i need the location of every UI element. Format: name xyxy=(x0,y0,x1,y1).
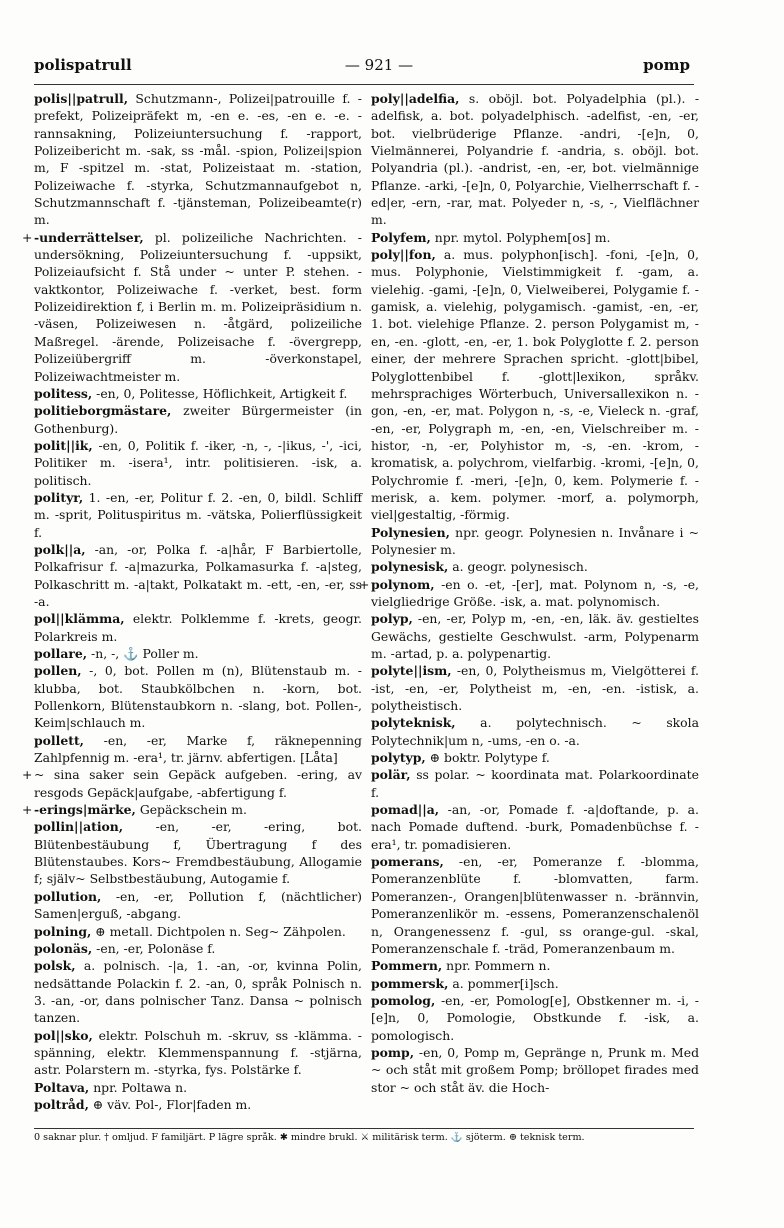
page-number: — 921 — xyxy=(344,56,414,74)
entry-definition: ⊕ boktr. Polytype f. xyxy=(425,750,550,766)
dictionary-entry xyxy=(371,90,699,229)
entry-definition: -en, 0, Pomp m, Gepränge n, Prunk m. Med ~ och ståt mit großem Pomp; bröllopet firades med stor ~ och ståt äv. die Hoch- xyxy=(371,1044,699,1095)
entry-definition: -en, -er, Marke f, räknepenning Zahlpfennig m. -era¹, tr. järnv. abfertigen. [Låta] xyxy=(34,732,362,766)
entry-headword: poly||adelfia, xyxy=(371,91,460,106)
dictionary-entry xyxy=(34,90,362,229)
entry-definition: elektr. Polklemme f. -krets, geogr. Polarkreis m. xyxy=(34,611,362,644)
entry-definition: -en, -er, Pomolog[e], Obstkenner m. -i, -[e]n, 0, Pomologie, Obstkunde f. -isk, a. pomologisch. xyxy=(371,992,699,1043)
entry-definition: -en, -er, Pomeranze f. -blomma, Pomeranzenblüte f. -blomvatten, farm. Pomeranzen-, Orangen|blütenwasser n. -brännvin, Pomeranzenlikör m. -essens, Pomeranzenschalenöl n, Orangenessenz f. -gul, ss orange-gul. -skal, Pomeranzenschale f. -träd, Pomeranzenbaum m. xyxy=(371,854,699,956)
entry-headword: polytyp, xyxy=(371,750,426,766)
entry-headword: polonäs, xyxy=(34,940,93,956)
entry-headword: politess, xyxy=(34,385,93,401)
entry-definition: -n, -, ⚓ Poller m. xyxy=(87,646,199,661)
entry-headword: politieborgmästare, xyxy=(34,403,172,419)
entry-definition: -en, -er, Polyp m, -en, -en, läk. äv. gestieltes Gewächs, gestielte Geschwulst. -arm, Polypenarm m. -artad, p. a. polypenartig. xyxy=(371,611,699,661)
entry-definition: -en, -er, Pollution f, (nächtlicher) Samen|erguß, -abgang. xyxy=(34,888,362,922)
entry-definition: Gepäckschein m. xyxy=(135,802,247,818)
entry-marker: + xyxy=(22,767,33,783)
entry-definition: -en, -er, Polonäse f. xyxy=(92,940,216,956)
entry-definition: npr. mytol. Polyphem[os] m. xyxy=(430,229,611,245)
dictionary-entry xyxy=(34,923,362,940)
entry-headword: pollen, xyxy=(34,663,82,679)
entry-headword: pollution, xyxy=(34,888,102,904)
entry-headword: pomerans, xyxy=(371,854,444,870)
entry-definition: -an, -or, Polka f. -a|hår, F Barbiertolle, Polkafrisur f. -a|mazurka, Polkamasurka f. -a|steg, Polkaschritt m. -a|takt, Polkatakt m. -ett, -en, -er, ss -a. xyxy=(34,541,362,609)
entry-definition: a. geogr. polynesisch. xyxy=(448,559,588,575)
dictionary-entry xyxy=(371,975,699,992)
entry-headword: polning, xyxy=(34,923,92,939)
dictionary-entry xyxy=(371,766,699,801)
entry-headword: pommersk, xyxy=(371,975,449,991)
entry-headword: pollare, xyxy=(34,646,88,661)
entry-headword: Pommern, xyxy=(371,958,443,974)
entry-headword: poly||fon, xyxy=(371,247,436,263)
entry-headword: pomolog, xyxy=(371,992,436,1008)
entry-headword: polk||a, xyxy=(34,541,86,557)
dictionary-entry xyxy=(34,541,362,610)
dictionary-entry xyxy=(371,749,699,766)
dictionary-entry xyxy=(34,489,362,541)
entry-definition: -en, 0, Polytheismus m, Vielgötterei f. -ist, -en, -er, Polytheist m, -en, -en. -istisk, a. polytheistisch. xyxy=(371,663,699,714)
dictionary-entry xyxy=(371,246,699,524)
dictionary-entry xyxy=(34,402,362,437)
entry-definition: 1. -en, -er, Politur f. 2. -en, 0, bildl. Schliff m. -sprit, Polituspiritus m. -vätska, Polierflüssigkeit f. xyxy=(34,489,362,540)
dictionary-entry xyxy=(34,610,362,645)
dictionary-entry xyxy=(34,662,362,731)
entry-headword: polyte||ism, xyxy=(371,663,452,679)
dictionary-entry xyxy=(371,524,699,559)
entry-definition: pl. polizeiliche Nachrichten. -undersökning, Polizeiuntersuchung f. -uppsikt, Polizeiaufsicht f. Stå under ~ unter P. stehen. -vaktkontor, Polizeiwache f. -verket, best. form Polizeidirektion f, i Berlin m. m. Polizeipräsidium n. -väsen, Polizeiwesen n. -åtgärd, polizeiliche Maßregel. -ärende, Polizeisache f. -övergrepp, Polizeiübergriff m. -överkonstapel, Polizeiwachtmeister m. xyxy=(34,229,362,384)
dictionary-entry xyxy=(34,940,362,957)
dictionary-entry xyxy=(359,576,699,611)
entry-headword: pollett, xyxy=(34,732,84,748)
entry-headword: polynom, xyxy=(371,576,435,592)
entry-definition: a. polnisch. -|a, 1. -an, -or, kvinna Polin, nedsättande Polackin f. 2. -an, 0, språk Polnisch n. 3. -an, -or, dans polnischer Tanz. Dansa ~ polnisch tanzen. xyxy=(34,958,362,1026)
dictionary-entry xyxy=(22,766,362,801)
entry-definition: a. pommer[i]sch. xyxy=(448,975,559,991)
entry-headword: Polyfem, xyxy=(371,229,431,245)
entry-definition: ⊕ metall. Dichtpolen n. Seg~ Zähpolen. xyxy=(91,923,346,939)
left-column xyxy=(22,90,362,1113)
entry-headword: pomp, xyxy=(371,1044,415,1060)
dictionary-entry xyxy=(371,992,699,1044)
entry-headword: polyp, xyxy=(371,611,413,627)
dictionary-entry xyxy=(34,957,362,1026)
entry-definition: -, 0, bot. Pollen m (n), Blütenstaub m. -klubba, bot. Staubkölbchen n. -korn, bot. Pollenkorn, Blütenstaubkorn n. -slang, bot. Pollen-, Keim|schlauch m. xyxy=(34,663,362,731)
entry-marker: + xyxy=(22,229,33,245)
entry-headword: -erings|märke, xyxy=(34,802,136,818)
dictionary-entry xyxy=(34,1027,362,1079)
entry-headword: pol||klämma, xyxy=(34,611,125,627)
entry-definition: zweiter Bürgermeister (in Gothenburg). xyxy=(34,403,362,436)
entry-definition: npr. geogr. Polynesien n. Invånare i ~ Polynesier m. xyxy=(371,524,699,557)
dictionary-entry xyxy=(371,714,699,749)
entry-headword: polyteknisk, xyxy=(371,715,456,731)
entry-headword: pol||sko, xyxy=(34,1027,93,1043)
header-last-word: pomp xyxy=(643,56,690,74)
dictionary-entry xyxy=(371,610,699,662)
entry-definition: ~ sina saker sein Gepäck aufgeben. -ering, av resgods Gepäck|aufgabe, -abfertigung f. xyxy=(34,767,362,800)
entry-marker: + xyxy=(22,802,33,818)
entry-definition: ⊕ väv. Pol-, Flor|faden m. xyxy=(88,1096,252,1112)
entry-headword: polär, xyxy=(371,767,411,783)
dictionary-entry xyxy=(371,1044,699,1096)
entry-definition: npr. Poltawa n. xyxy=(89,1079,188,1095)
dictionary-entry xyxy=(371,801,699,853)
dictionary-entry xyxy=(371,957,699,974)
dictionary-entry xyxy=(371,662,699,714)
header-first-word: polispatrull xyxy=(34,56,132,74)
dictionary-entry xyxy=(371,853,699,957)
entry-headword: polis||patrull, xyxy=(34,91,129,106)
dictionary-entry xyxy=(34,385,362,402)
entry-definition: a. mus. polyphon[isch]. -foni, -[e]n, 0, mus. Polyphonie, Vielstimmigkeit f. -gam, a. vielehig. -gami, -[e]n, 0, Vielweiberei, Polygamie f. -gamisk, a. vielehig, polygamisch. -gamist, -en, -er, 1. bot. vielehige Pflanze. 2. person Polygamist m, -en, -en. -glott, -en, -er, 1. bok Polyglotte f. 2. person einer, der mehrere Sprachen spricht. -glott|bibel, Polyglottenbibel f. -glott|lexikon, språkv. mehrsprachiges Wörterbuch, Universallexikon n. -gon, -en, -er, mat. Polygon n, -s, -e, Vieleck n. -graf, -en, -er, Polygraph m, -en, -en, Vielschreiber m. -histor, -n, -er, Polyhistor m, -s, -en. -krom, -kromatisk, a. polychrom, vielfarbig. -kromi, -[e]n, 0, Polychromie f. -meri, -[e]n, 0, kem. Polymerie f. -merisk, a. kem. polymer. -morf, a. polymorph, viel|gestaltig, -förmig. xyxy=(371,247,699,523)
entry-definition: -an, -or, Pomade f. -a|doftande, p. a. nach Pomade duftend. -burk, Pomadenbüchse f. -era¹, tr. pomadisieren. xyxy=(371,802,699,852)
dictionary-entry xyxy=(34,732,362,767)
entry-headword: polynesisk, xyxy=(371,559,449,575)
header-rule xyxy=(34,84,694,85)
abbreviation-legend: 0 saknar plur. † omljud. F familjärt. P lägre språk. ✱ mindre brukl. ⚔ militärisk term. ⚓ sjöterm. ⊕ teknisk term. xyxy=(34,1132,585,1143)
footer-rule xyxy=(34,1128,694,1129)
entry-definition: -en o. -et, -[er], mat. Polynom n, -s, -e, vielgliedrige Größe. -isk, a. mat. polynomisch. xyxy=(371,576,699,609)
entry-definition: Schutzmann-, Polizei|patrouille f. -prefekt, Polizeipräfekt m, -en e. -es, -en e. -e. -rannsakning, Polizeiuntersuchung f. -rapport, Polizeibericht m. -sak, ss -mål. -spion, Polizei|spion m, F -spitzel m. -stat, Polizeistaat m. -station, Polizeiwache f. -styrka, Schutzmannaufgebot n, Schutzmannschaft f. -tjänsteman, Polizeibeamte(r) m. xyxy=(34,91,362,228)
dictionary-entry xyxy=(371,558,699,575)
entry-headword: -underrättelser, xyxy=(34,229,144,245)
dictionary-entry xyxy=(34,645,362,662)
entry-definition: -en, 0, Politesse, Höflichkeit, Artigkeit f. xyxy=(92,385,348,401)
entry-definition: npr. Pommern n. xyxy=(442,958,551,974)
dictionary-entry xyxy=(34,437,362,489)
entry-marker: + xyxy=(359,576,370,592)
dictionary-entry xyxy=(34,888,362,923)
dictionary-entry xyxy=(34,1096,362,1113)
dictionary-entry xyxy=(34,818,362,887)
entry-definition: -en, 0, Politik f. -iker, -n, -, -|ikus, -', -ici, Politiker m. -isera¹, intr. politisieren. -isk, a. politisch. xyxy=(34,437,362,488)
entry-headword: poltråd, xyxy=(34,1096,89,1112)
entry-definition: s. oböjl. bot. Polyadelphia (pl.). -adelfisk, a. bot. polyadelphisch. -adelfist, -en, -er, bot. vielbrüderige Pflanze. -andri, -[e]n, 0, Vielmännerei, Polyandrie f. -andria, s. oböjl. bot. Polyandria (pl.). -andrist, -en, -er, bot. vielmännige Pflanze. -arki, -[e]n, 0, Polyarchie, Vielherrschaft f. -ed|er, -ern, -rar, mat. Polyeder n, -s, -, Vielflächner m. xyxy=(371,91,699,228)
entry-headword: pollin||ation, xyxy=(34,819,124,835)
entry-headword: Poltava, xyxy=(34,1079,90,1095)
entry-definition: a. polytechnisch. ~ skola Polytechnik|um n, -ums, -en o. -a. xyxy=(371,715,699,748)
entry-headword: pomad||a, xyxy=(371,802,440,818)
entry-headword: Polynesien, xyxy=(371,524,450,540)
dictionary-entry xyxy=(371,229,699,246)
entry-headword: polit||ik, xyxy=(34,437,93,453)
right-column xyxy=(359,90,699,1096)
entry-definition: elektr. Polschuh m. -skruv, ss -klämma. -spänning, elektr. Klemmenspannung f. -stjärna, astr. Polarstern m. -styrka, fys. Polstärke f. xyxy=(34,1027,362,1078)
entry-headword: polsk, xyxy=(34,958,76,974)
entry-definition: -en, -er, -ering, bot. Blütenbestäubung f, Übertragung f des Blütenstaubes. Kors~ Fremdbestäubung, Allogamie f; själv~ Selbstbestäubung, Autogamie f. xyxy=(34,819,362,887)
dictionary-entry xyxy=(22,229,362,385)
entry-headword: polityr, xyxy=(34,489,84,505)
dictionary-entry xyxy=(22,801,362,818)
entry-definition: ss polar. ~ koordinata mat. Polarkoordinate f. xyxy=(371,767,699,800)
page-header xyxy=(34,52,690,80)
dictionary-entry xyxy=(34,1079,362,1096)
